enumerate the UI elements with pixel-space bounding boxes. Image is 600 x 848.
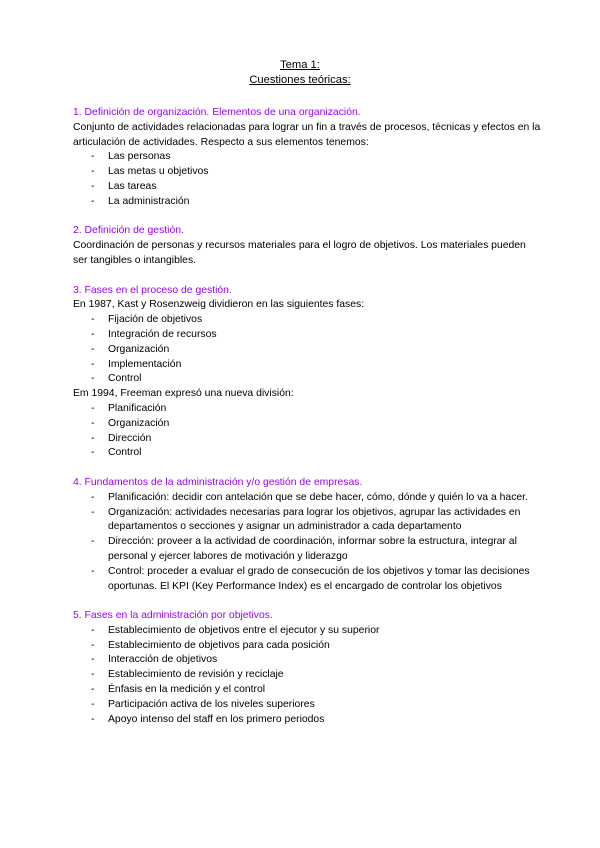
section-5 [73, 609, 543, 727]
bullet-list [73, 150, 543, 209]
section-paragraph: Em 1994, Freeman expresó una nueva división: [73, 388, 294, 400]
section-heading: 4. Fundamentos de la administración y/o gestión de empresas. [73, 476, 363, 488]
section-paragraph: En 1987, Kast y Rosenzweig dividieron en las siguientes fases: [73, 299, 365, 311]
section-3 [73, 284, 543, 462]
list-item: - Implementación [73, 358, 543, 373]
dash-marker: - [91, 180, 95, 192]
dash-marker: - [91, 314, 95, 326]
dash-marker: - [91, 166, 95, 178]
dash-marker: - [91, 684, 95, 696]
bullet-list [73, 624, 543, 728]
dash-marker: - [91, 639, 95, 651]
list-item: - Participación activa de los niveles superiores [73, 698, 543, 713]
list-item: - Las personas [73, 150, 543, 165]
section-heading: 3. Fases en el proceso de gestión. [73, 284, 232, 296]
document-body [73, 106, 543, 742]
list-item: - Interacción de objetivos [73, 653, 543, 668]
list-item: - Organización [73, 417, 543, 432]
list-item: - Establecimiento de revisión y reciclaje [73, 668, 543, 683]
document-title [0, 58, 600, 88]
list-item: - Organización [73, 343, 543, 358]
dash-marker: - [91, 358, 95, 370]
dash-marker: - [91, 328, 95, 340]
list-item: - Énfasis en la medición y el control [73, 683, 543, 698]
list-item: - Establecimiento de objetivos para cada posición [73, 639, 543, 654]
title-line-1: Tema 1: [280, 59, 320, 71]
dash-marker: - [91, 373, 95, 385]
bullet-list [73, 313, 543, 387]
section-heading: 2. Definición de gestión. [73, 225, 184, 237]
dash-marker: - [91, 402, 95, 414]
dash-marker: - [91, 565, 95, 577]
list-item: - Apoyo intenso del staff en los primero periodos [73, 713, 543, 728]
section-heading: 1. Definición de organización. Elementos de una organización. [73, 107, 361, 118]
list-item: - Dirección: proveer a la actividad de coordinación, informar sobre la estructura, integrar al personal y ejercer labores de motivación y liderazgo [91, 536, 517, 562]
dash-marker: - [91, 713, 95, 725]
dash-marker: - [91, 624, 95, 636]
dash-marker: - [91, 432, 95, 444]
list-item: - Control [73, 446, 543, 461]
list-item: - Control [73, 372, 543, 387]
list-item: - Las tareas [73, 180, 543, 195]
dash-marker: - [91, 151, 95, 163]
section-paragraph: Coordinación de personas y recursos materiales para el logro de objetivos. Los materiales pueden ser tangibles o intangibles. [73, 240, 526, 266]
dash-marker: - [91, 669, 95, 681]
dash-marker: - [91, 343, 95, 355]
list-item: - Las metas u objetivos [73, 165, 543, 180]
section-1 [73, 106, 543, 210]
list-item: - Fijación de objetivos [73, 313, 543, 328]
bullet-list [73, 402, 543, 461]
title-line-2: Cuestiones teóricas: [249, 74, 351, 87]
list-item: - La administración [73, 195, 543, 210]
list-item: - Planificación [73, 402, 543, 417]
dash-marker: - [91, 654, 95, 666]
list-item: - Integración de recursos [73, 328, 543, 343]
list-item: - Dirección [73, 432, 543, 447]
dash-marker: - [91, 417, 95, 429]
section-paragraph: Conjunto de actividades relacionadas para lograr un fin a través de procesos, técnicas y efectos en la articulación de actividades. Respecto a sus elementos tenemos: [73, 121, 541, 148]
list-item: - Establecimiento de objetivos entre el ejecutor y su superior [73, 624, 543, 639]
section-4 [73, 476, 543, 594]
dash-marker: - [91, 506, 95, 518]
list-item: - Organización: actividades necesarias para lograr los objetivos, agrupar las actividades en departamentos o secciones y asignar un administrador a cada departamento [91, 506, 521, 533]
section-2 [73, 224, 543, 268]
dash-marker: - [91, 536, 95, 548]
dash-marker: - [91, 491, 95, 503]
dash-marker: - [91, 447, 95, 459]
bullet-list [73, 491, 543, 595]
dash-marker: - [91, 698, 95, 710]
dash-marker: - [91, 195, 95, 207]
list-item: - Planificación: decidir con antelación que se debe hacer, cómo, dónde y quién lo va a hacer. [73, 491, 543, 506]
list-item: - Control: proceder a evaluar el grado de consecución de los objetivos y tomar las decisiones oportunas. El KPI (Key Performance Index) es el encargado de controlar los objetivos [91, 565, 530, 592]
section-heading: 5. Fases en la administración por objetivos. [73, 610, 273, 622]
